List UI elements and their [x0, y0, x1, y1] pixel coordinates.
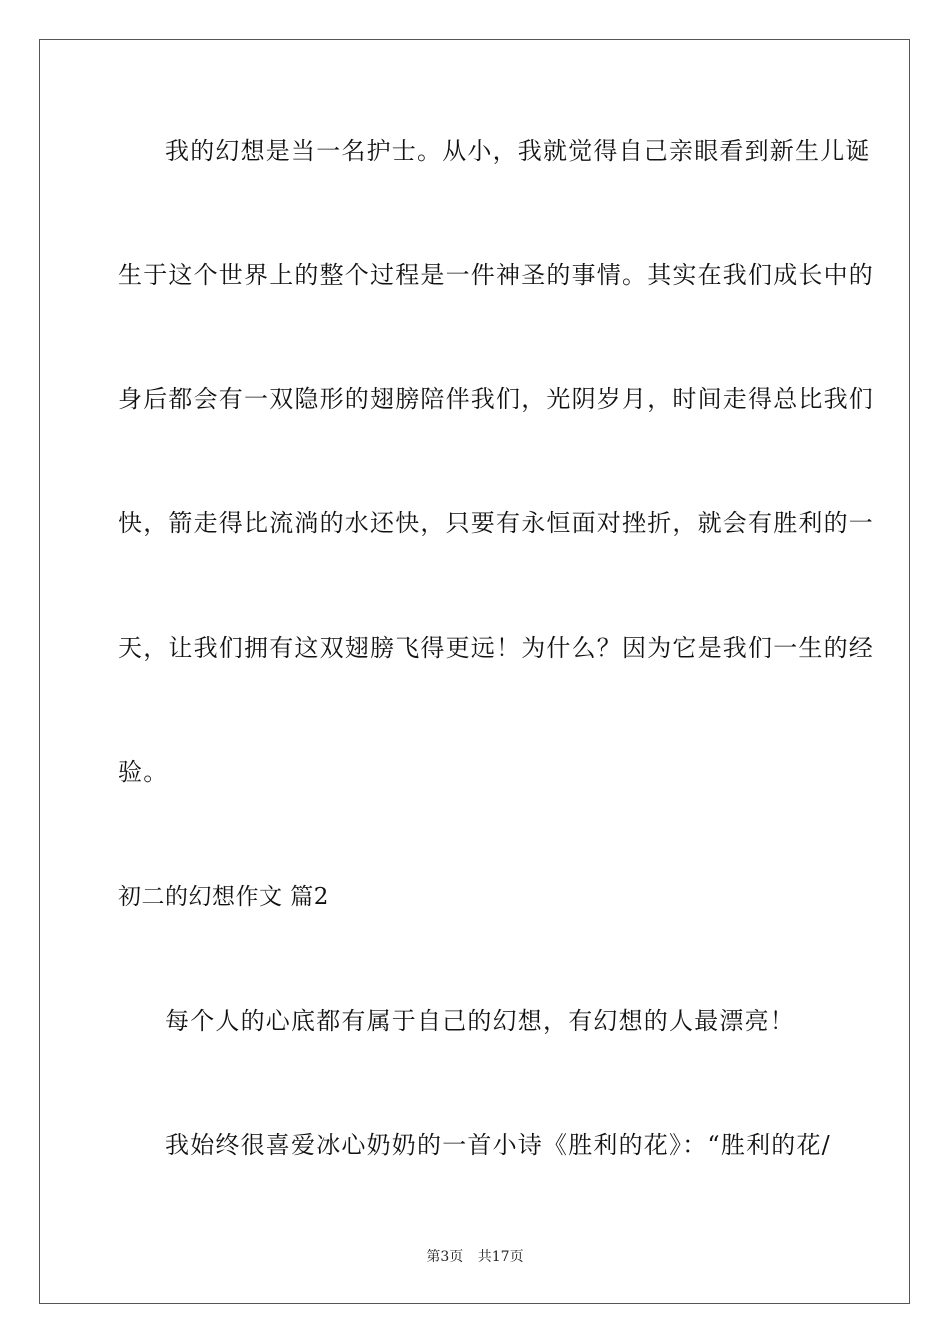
paragraph-line: 快，箭走得比流淌的水还快，只要有永恒面对挫折，就会有胜利的一 [118, 509, 874, 537]
page-number: 第3页 [426, 1249, 464, 1265]
section-heading: 初二的幻想作文 篇2 [118, 884, 329, 910]
page-footer [0, 1246, 950, 1266]
page-total: 共17页 [477, 1249, 524, 1265]
paragraph-line: 我的幻想是当一名护士。从小，我就觉得自己亲眼看到新生儿诞 [165, 137, 871, 165]
paragraph-line: 我始终很喜爱冰心奶奶的一首小诗《胜利的花》：“胜利的花/ [165, 1131, 831, 1159]
paragraph-line: 每个人的心底都有属于自己的幻想，有幻想的人最漂亮！ [165, 1007, 795, 1035]
paragraph-line: 天，让我们拥有这双翅膀飞得更远！为什么？因为它是我们一生的经 [118, 634, 874, 662]
paragraph-line: 身后都会有一双隐形的翅膀陪伴我们，光阴岁月，时间走得总比我们 [118, 385, 874, 413]
page-border [39, 39, 910, 1304]
paragraph-line: 生于这个世界上的整个过程是一件神圣的事情。其实在我们成长中的 [118, 261, 874, 289]
paragraph-line: 验。 [118, 758, 169, 786]
